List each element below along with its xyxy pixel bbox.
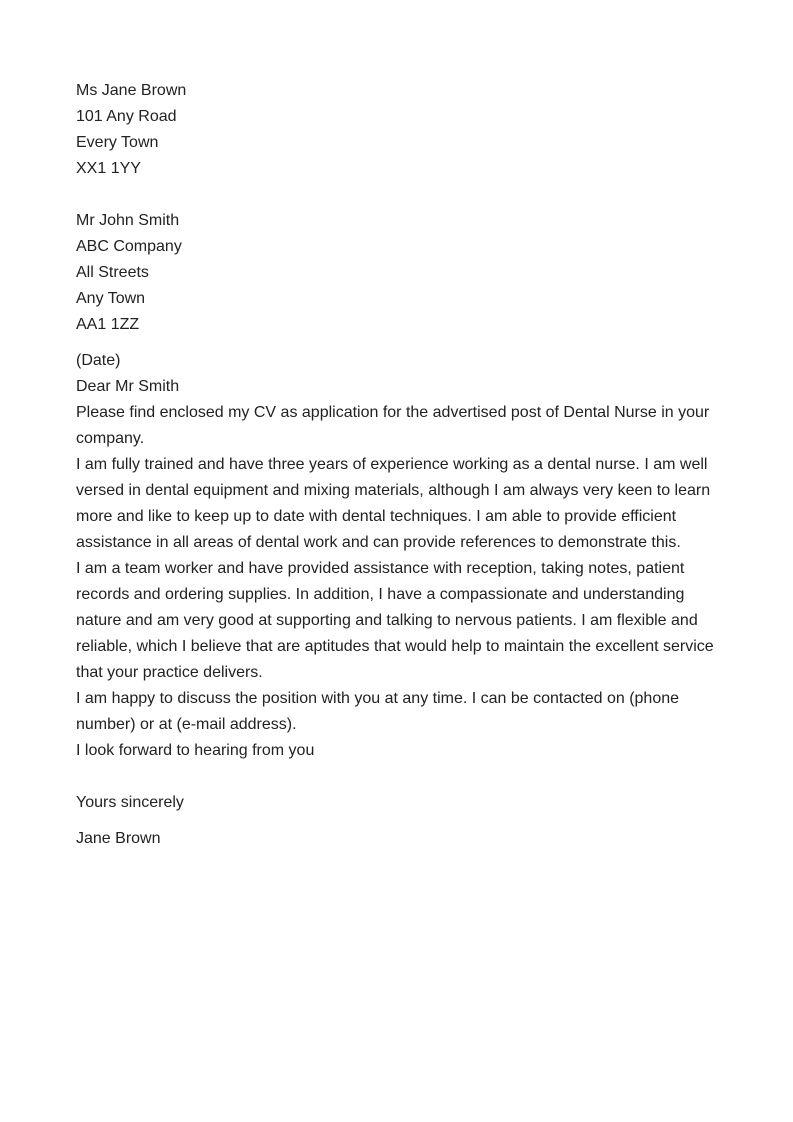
closing: Yours sincerely [76, 794, 184, 811]
body-paragraph-2: I am fully trained and have three years of experience working as a dental nurse. I am well versed in dental equipment and mixing materials, although I am always very keen to learn more and like to keep up to date with dental techniques. I am able to provide efficient assistance in all areas of dental work and can provide references to demonstrate this. [76, 456, 711, 551]
body-paragraph-3: I am a team worker and have provided assistance with reception, taking notes, patient records and ordering supplies. In addition, I have a compassionate and understanding nature and am very good at supporting and talking to nervous patients. I am flexible and reliable, which I believe that are aptitudes that would help to maintain the excellent service that your practice delivers. [76, 560, 714, 681]
recipient-address [76, 208, 716, 338]
recipient-company: ABC Company [76, 238, 182, 255]
sender-name: Ms Jane Brown [76, 82, 187, 99]
salutation: Dear Mr Smith [76, 378, 180, 395]
letter-body [76, 400, 716, 764]
signature: Jane Brown [76, 830, 161, 847]
body-paragraph-5: I look forward to hearing from you [76, 742, 315, 759]
sender-town: Every Town [76, 134, 159, 151]
recipient-name: Mr John Smith [76, 212, 180, 229]
recipient-street: All Streets [76, 264, 149, 281]
sender-street: 101 Any Road [76, 108, 177, 125]
body-paragraph-1: Please find enclosed my CV as application for the advertised post of Dental Nurse in your company. [76, 404, 710, 447]
recipient-postcode: AA1 1ZZ [76, 316, 140, 333]
body-paragraph-4: I am happy to discuss the position with you at any time. I can be contacted on (phone number) or at (e-mail address). [76, 690, 680, 733]
letter-page [76, 78, 716, 852]
sender-postcode: XX1 1YY [76, 160, 141, 177]
recipient-town: Any Town [76, 290, 146, 307]
letter-date: (Date) [76, 352, 121, 369]
sender-address [76, 78, 716, 182]
